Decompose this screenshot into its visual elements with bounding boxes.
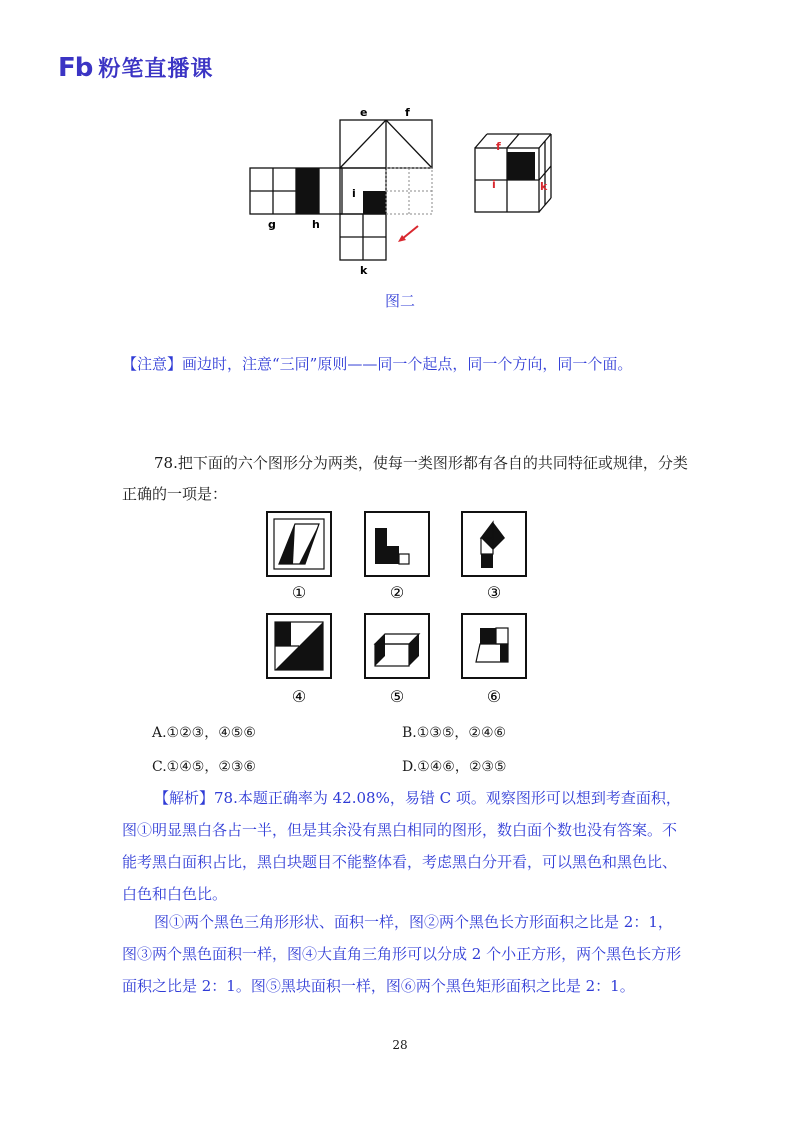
label-k: k [360, 264, 368, 277]
figure-label-6: ⑥ [486, 687, 502, 706]
figure-2 [365, 512, 429, 576]
option-b: B.①③⑤，②④⑥ [402, 725, 507, 741]
figure-caption: 图二 [384, 292, 415, 310]
cube-label-i: i [492, 178, 496, 191]
analysis-paragraph-1: 【解析】78.本题正确率为 42.08%，易错 C 项。观察图形可以想到考查面积，图①明显黑白各占一半，但是其余没有黑白相同的图形，数白面个数也没有答案。不能考黑白面积占比，黑白块题目不能整体看，考虑黑白分开看，可以黑色和黑色比、白色和白色比。 [122, 789, 681, 903]
figure-3 [462, 512, 526, 576]
figure-1 [267, 512, 331, 576]
analysis-paragraph-2: 图①两个黑色三角形形状、面积一样，图②两个黑色长方形面积之比是 2：1，图③两个黑色面积一样，图④大直角三角形可以分成 2 个小正方形，两个黑色长方形面积之比是 2：1。图⑤黑块面积一样，图⑥两个黑色矩形面积之比是 2：1。 [122, 913, 682, 995]
option-a: A.①②③，④⑤⑥ [152, 725, 256, 741]
note-text: 画边时，注意“三同”原则——同一个起点，同一个方向，同一个面。 [182, 355, 633, 373]
cube-net-figure [240, 102, 570, 282]
figure-6 [462, 614, 526, 678]
label-h: h [312, 218, 320, 231]
cube-label-f: f [496, 140, 501, 153]
page-number: 28 [392, 1038, 408, 1052]
note-bracket: 【注意】 [122, 355, 183, 373]
label-i: i [352, 187, 356, 200]
figure-5 [365, 614, 429, 678]
question-figures [265, 510, 535, 710]
header-logo [58, 52, 213, 83]
note-paragraph [122, 349, 682, 380]
logo-mark: Fb [58, 52, 93, 83]
question-text: 78.把下面的六个图形分为两类，使每一类图形都有各自的共同特征或规律，分类正确的一项是： [122, 454, 688, 503]
figure-label-2: ② [389, 583, 405, 602]
option-d: D.①④⑥，②③⑤ [402, 759, 507, 775]
label-f: f [405, 106, 410, 119]
figure-4 [267, 614, 331, 678]
label-g: g [268, 218, 276, 231]
logo-text: 粉笔直播课 [98, 57, 214, 82]
figure-label-1: ① [291, 583, 307, 602]
label-e: e [360, 106, 368, 119]
figure-label-4: ④ [291, 687, 307, 706]
figure-label-5: ⑤ [389, 687, 405, 706]
figure-label-3: ③ [486, 583, 502, 602]
cube-label-k: k [540, 180, 548, 193]
option-c: C.①④⑤，②③⑥ [152, 759, 256, 775]
